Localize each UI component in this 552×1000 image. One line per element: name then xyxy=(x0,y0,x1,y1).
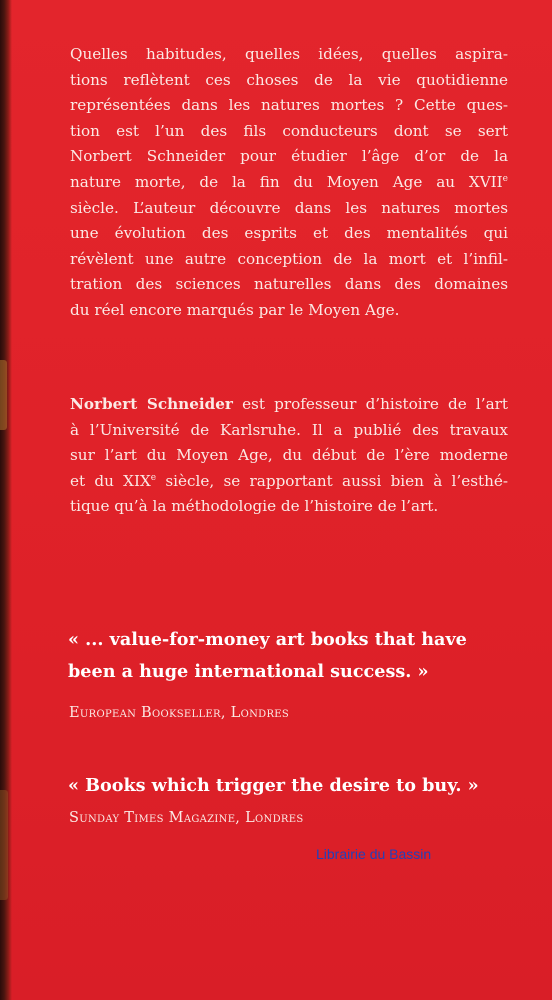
quote-source: Sunday Times Magazine, Londres xyxy=(69,810,304,826)
edge-image-fragment xyxy=(0,790,8,900)
description-line: tions reflètent ces choses de la vie quotidienne xyxy=(70,70,508,89)
bio-line: à l’Université de Karlsruhe. Il a publié des travaux xyxy=(70,420,508,439)
bio-line-with-superscript xyxy=(70,469,508,495)
description-line: Quelles habitudes, quelles idées, quelles aspira- xyxy=(70,45,508,63)
bio-line-text: siècle, se rapportant aussi bien à l’esthé- xyxy=(156,471,508,490)
description-line: tion est l’un des fils conducteurs dont se sert xyxy=(70,121,508,140)
quote-line: « ... value-for-money art books that have xyxy=(68,629,467,650)
bookstore-watermark: Librairie du Bassin xyxy=(316,846,432,862)
edge-image-fragment xyxy=(0,360,7,430)
description-line: révèlent une autre conception de la mort et l’infil- xyxy=(70,249,508,268)
description-line: siècle. L’auteur découvre dans les natures mortes xyxy=(70,198,508,217)
description-line: représentées dans les natures mortes ? Cette ques- xyxy=(70,96,508,115)
quote-source: European Bookseller, Londres xyxy=(69,705,290,721)
bio-line: sur l’art du Moyen Age, du début de l’ère moderne xyxy=(70,446,508,465)
description-line-text: nature morte, de la fin du Moyen Age au XVII xyxy=(70,172,503,191)
century-superscript: e xyxy=(502,173,508,184)
bio-line xyxy=(70,392,508,418)
description-paragraph xyxy=(70,42,508,324)
press-quote xyxy=(68,624,508,688)
author-bio-paragraph xyxy=(70,392,508,520)
press-quote xyxy=(68,770,508,802)
description-line: Norbert Schneider pour étudier l’âge d’or de la xyxy=(70,147,508,166)
author-name: Norbert Schneider xyxy=(70,395,233,413)
description-line: du réel encore marqués par le Moyen Age. xyxy=(70,300,400,319)
quote-line: « Books which trigger the desire to buy. » xyxy=(68,775,479,796)
bio-line-text: et du XIX xyxy=(70,471,151,490)
bio-line-text: est professeur d’histoire de l’art xyxy=(232,395,508,413)
century-superscript: e xyxy=(150,472,157,483)
description-line: tration des sciences naturelles dans des domaines xyxy=(70,275,508,294)
description-line: une évolution des esprits et des mentalités qui xyxy=(70,224,508,243)
quote-line: been a huge international success. » xyxy=(68,661,429,682)
bio-line: tique qu’à la méthodologie de l’histoire de l’art. xyxy=(70,497,439,516)
description-line-with-superscript xyxy=(70,170,508,196)
